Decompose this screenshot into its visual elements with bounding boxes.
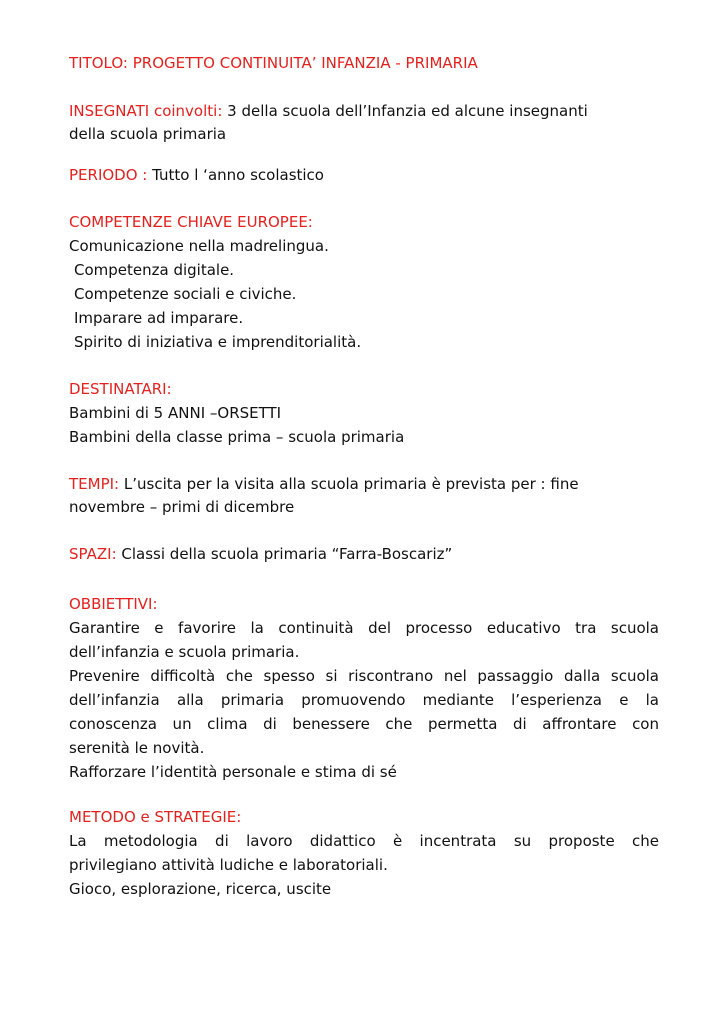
insegnati-text-2: della scuola primaria	[69, 125, 227, 143]
tempi-label: TEMPI:	[69, 475, 120, 493]
insegnati-text: 3 della scuola dell’Infanzia ed alcune insegnanti	[227, 102, 588, 120]
obbiettivi-line: Rafforzare l’identità personale e stima di sé	[69, 763, 397, 781]
spazi-text: Classi della scuola primaria “Farra-Boscariz”	[121, 545, 453, 563]
spazi-line	[69, 544, 659, 564]
obbiettivi-line: Garantire e favorire la continuità del processo educativo tra scuola	[69, 619, 659, 637]
obbiettivi-line: conoscenza un clima di benessere che permetta di affrontare con	[69, 715, 659, 733]
title-line: TITOLO: PROGETTO CONTINUITA’ INFANZIA - PRIMARIA	[69, 54, 478, 72]
obbiettivi-line: dell’infanzia e scuola primaria.	[69, 643, 300, 661]
obbiettivi-line: dell’infanzia alla primaria promuovendo mediante l’esperienza e la	[69, 691, 659, 709]
metodo-line: La metodologia di lavoro didattico è incentrata su proposte che	[69, 832, 659, 850]
competenze-item: Spirito di iniziativa e imprenditorialità.	[74, 333, 362, 351]
destinatari-item: Bambini di 5 ANNI –ORSETTI	[69, 404, 282, 422]
insegnati-label: INSEGNATI	[69, 102, 150, 120]
periodo-text: Tutto l ‘anno scolastico	[152, 166, 324, 184]
destinatari-heading: DESTINATARI:	[69, 380, 172, 398]
competenze-item: Comunicazione nella madrelingua.	[69, 237, 329, 255]
insegnati-line	[69, 101, 659, 121]
tempi-line	[69, 474, 659, 494]
periodo-line	[69, 165, 659, 185]
obbiettivi-heading: OBBIETTIVI:	[69, 595, 158, 613]
destinatari-item: Bambini della classe prima – scuola primaria	[69, 428, 405, 446]
competenze-item: Imparare ad imparare.	[74, 309, 244, 327]
competenze-item: Competenze sociali e civiche.	[74, 285, 297, 303]
competenze-item: Competenza digitale.	[74, 261, 235, 279]
obbiettivi-line: Prevenire difficoltà che spesso si riscontrano nel passaggio dalla scuola	[69, 667, 659, 685]
periodo-label: PERIODO :	[69, 166, 148, 184]
metodo-line: Gioco, esplorazione, ricerca, uscite	[69, 880, 332, 898]
insegnati-label-2: coinvolti:	[153, 102, 223, 120]
tempi-text-2: novembre – primi di dicembre	[69, 498, 295, 516]
competenze-heading: COMPETENZE CHIAVE EUROPEE:	[69, 213, 313, 231]
spazi-label: SPAZI:	[69, 545, 117, 563]
obbiettivi-line: serenità le novità.	[69, 739, 205, 757]
metodo-line: privilegiano attività ludiche e laboratoriali.	[69, 856, 388, 874]
tempi-text: L’uscita per la visita alla scuola primaria è prevista per : fine	[123, 475, 579, 493]
metodo-heading: METODO e STRATEGIE:	[69, 808, 242, 826]
